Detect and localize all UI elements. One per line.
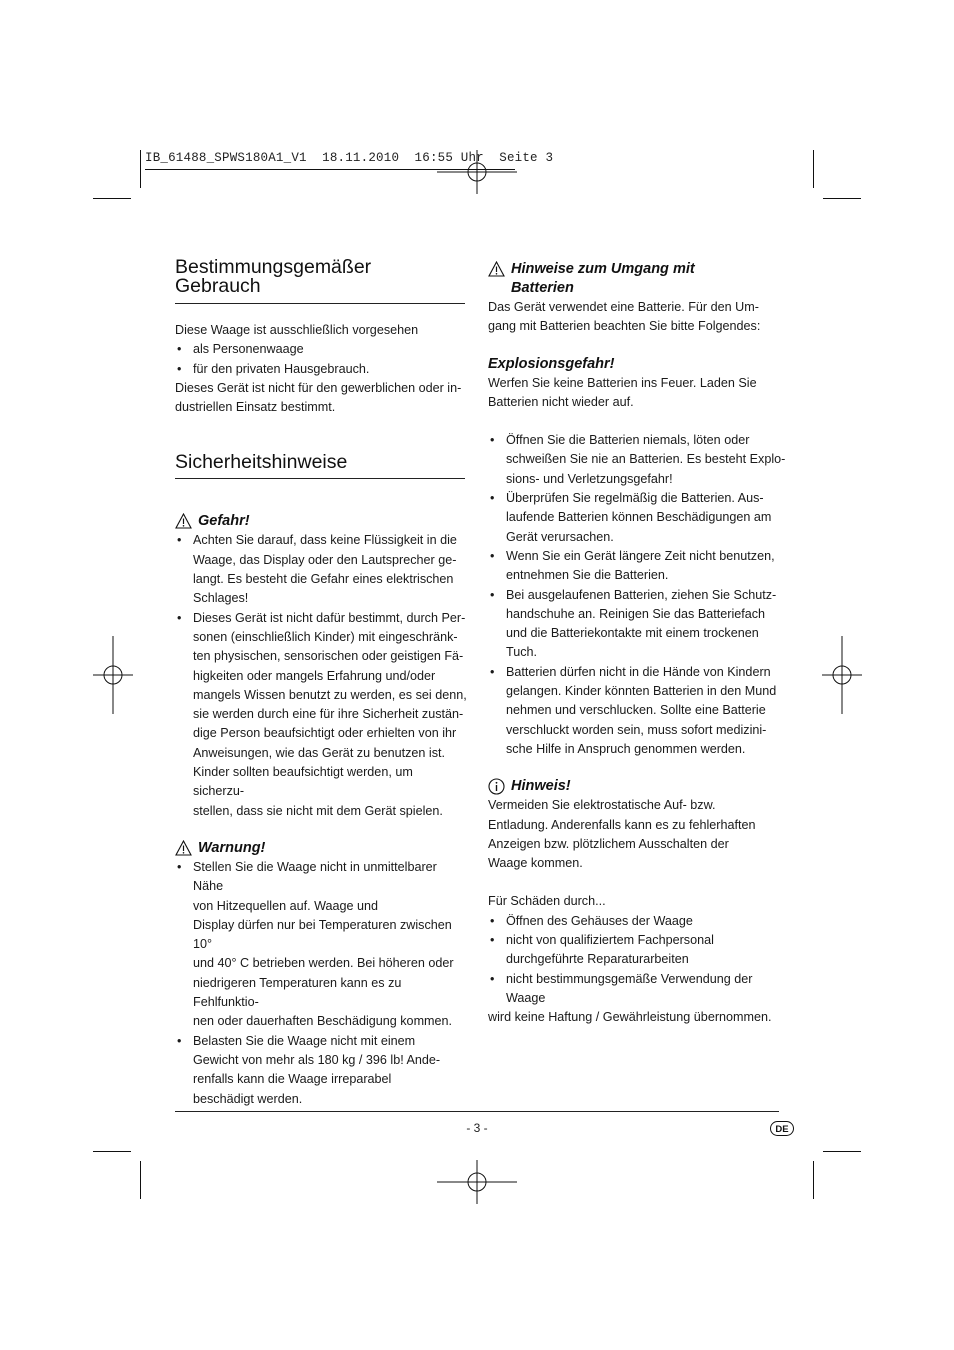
bestimmung-list — [175, 340, 467, 379]
battery-safety-list — [488, 431, 788, 759]
list-item — [488, 663, 788, 759]
text-line: Bei ausgelaufenen Batterien, ziehen Sie Schutz- — [506, 587, 777, 602]
text-line: ten physischen, sensorischen oder geistigen Fä- — [193, 649, 464, 664]
text-line: sche Hilfe in Anspruch genommen werden. — [506, 741, 746, 756]
text-line: sonen (einschließlich Kinder) mit eingeschränk- — [193, 629, 458, 644]
text-line: langt. Es besteht die Gefahr eines elektrischen — [193, 572, 454, 587]
list-item — [488, 431, 788, 489]
list-item — [175, 531, 467, 608]
text-line: Dieses Gerät ist nicht für den gewerblichen oder in- — [175, 380, 462, 395]
paragraph: wird keine Haftung / Gewährleistung übernommen. — [488, 1010, 772, 1025]
crop-mark — [823, 198, 861, 199]
text-line: laufende Batterien können Beschädigungen am — [506, 510, 772, 525]
warning-triangle-icon — [488, 261, 505, 277]
text-line: renfalls kann die Waage irreparabel — [193, 1072, 392, 1087]
list-item — [175, 1032, 467, 1109]
crop-mark — [93, 198, 131, 199]
text-line: nen oder dauerhaften Beschädigung kommen. — [193, 1014, 453, 1029]
heading-text: Hinweis! — [511, 778, 571, 795]
paragraph: Diese Waage ist ausschließlich vorgesehen — [175, 323, 419, 337]
text-line: durchgeführte Reparaturarbeiten — [506, 952, 689, 967]
heading-text: Explosionsgefahr! — [488, 355, 615, 372]
heading-line: Hinweise zum Umgang mit — [511, 261, 695, 277]
text-line: und 40° C betrieben werden. Bei höheren oder — [193, 956, 454, 971]
heading-line: Batterien — [511, 280, 574, 296]
text-line: Batterien dürfen nicht in die Hände von Kindern — [506, 664, 771, 679]
text-line: gang mit Batterien beachten Sie bitte Folgendes: — [488, 319, 761, 334]
text-line: Belasten Sie die Waage nicht mit einem — [193, 1033, 416, 1048]
paragraph — [175, 379, 467, 418]
text-line: dustriellen Einsatz bestimmt. — [175, 400, 336, 415]
heading-text: Gefahr! — [198, 513, 250, 530]
text-line: Anweisungen, wie das Gerät zu benutzen ist. — [193, 745, 446, 760]
page-number: - 3 - — [466, 1121, 488, 1135]
registration-mark-left — [93, 636, 133, 714]
list-item — [488, 547, 788, 586]
list-item — [488, 970, 788, 1009]
damage-list — [488, 912, 788, 1008]
section-rule — [175, 303, 465, 304]
section-rule — [175, 478, 465, 479]
text-line: Öffnen des Gehäuses der Waage — [506, 913, 693, 928]
text-line: nicht von qualifiziertem Fachpersonal — [506, 933, 714, 948]
gefahr-list — [175, 531, 467, 820]
heading-hinweis — [488, 777, 788, 796]
list-item — [488, 912, 788, 931]
right-column — [488, 260, 788, 1028]
crop-mark — [140, 1161, 141, 1199]
heading-warnung — [175, 839, 467, 858]
crop-mark — [823, 1151, 861, 1152]
text-line: sions- und Verletzungsgefahr! — [506, 471, 673, 486]
text-line: Waage, das Display oder den Lautsprecher ge- — [193, 552, 457, 567]
list-item — [488, 489, 788, 547]
text-line: Batterien nicht wieder auf. — [488, 394, 634, 409]
text-line: entnehmen Sie die Batterien. — [506, 568, 669, 583]
text-line: Anzeigen bzw. plötzlichem Ausschalten der — [488, 836, 729, 851]
paragraph — [488, 374, 788, 413]
text-line: sie werden durch eine für ihre Sicherheit zustän- — [193, 707, 464, 722]
text-line: beschädigt werden. — [193, 1091, 303, 1106]
text-line: nehmen und verschlucken. Sollte eine Batterie — [506, 703, 766, 718]
heading-batterien — [488, 260, 788, 298]
text-line: Achten Sie darauf, dass keine Flüssigkeit in die — [193, 533, 457, 548]
text-line: Waage kommen. — [488, 856, 583, 871]
list-item — [175, 858, 467, 1032]
title-line: Gebrauch — [175, 275, 261, 297]
text-line: Waage — [506, 990, 546, 1005]
text-line: higkeiten oder mangels Erfahrung und/oder — [193, 668, 436, 683]
list-item — [488, 586, 788, 663]
text-line: Gewicht von mehr als 180 kg / 396 lb! Ande- — [193, 1052, 441, 1067]
text-line: Dieses Gerät ist nicht dafür bestimmt, durch Per- — [193, 610, 466, 625]
heading-explosionsgefahr — [488, 355, 788, 374]
list-item: • als Personenwaage — [175, 340, 467, 359]
crop-mark — [140, 150, 141, 188]
title-line: Bestimmungsgemäßer — [175, 256, 372, 278]
text-line: Werfen Sie keine Batterien ins Feuer. Laden Sie — [488, 375, 757, 390]
text-line: Schlages! — [193, 591, 249, 606]
heading-gefahr — [175, 512, 467, 531]
text-line: mangels Wissen benutzt zu werden, es sei denn, — [193, 687, 467, 702]
text-line: nicht bestimmungsgemäße Verwendung der — [506, 971, 753, 986]
crop-mark — [93, 1151, 131, 1152]
text-line: Wenn Sie ein Gerät längere Zeit nicht benutzen, — [506, 548, 775, 563]
section-title-sicherheit: Sicherheitshinweise — [175, 451, 348, 474]
text-line: dige Person beaufsichtigt oder erhielten von ihr — [193, 726, 457, 741]
warning-triangle-icon — [175, 840, 192, 856]
registration-mark-bottom — [437, 1160, 517, 1204]
text-line: Überprüfen Sie regelmäßig die Batterien. Aus- — [506, 491, 764, 506]
warnung-list — [175, 858, 467, 1109]
text-line: gelangen. Kinder könnten Batterien in den Mund — [506, 684, 777, 699]
text-line: Gerät verursachen. — [506, 529, 614, 544]
bestimmung-body — [175, 321, 467, 417]
crop-mark — [813, 1161, 814, 1199]
list-item — [175, 609, 467, 821]
text-line: Öffnen Sie die Batterien niemals, löten oder — [506, 433, 750, 448]
list-item: • für den privaten Hausgebrauch. — [175, 360, 467, 379]
text-line: Entladung. Anderenfalls kann es zu fehlerhaften — [488, 817, 756, 832]
info-circle-icon — [488, 778, 505, 795]
text-line: niedrigeren Temperaturen kann es zu Fehlfunktio- — [193, 975, 402, 1010]
text-line: schweißen Sie nie an Batterien. Es besteht Explo- — [506, 452, 786, 467]
paragraph — [488, 796, 788, 873]
warning-triangle-icon — [175, 513, 192, 529]
text-line: Das Gerät verwendet eine Batterie. Für den Um- — [488, 300, 759, 314]
text-line: Stellen Sie die Waage nicht in unmittelbarer Nähe — [193, 859, 437, 894]
heading-text — [511, 260, 695, 298]
language-badge: DE — [770, 1121, 794, 1136]
paragraph — [488, 298, 788, 337]
section-title-bestimmung — [175, 258, 467, 296]
text-line: Kinder sollten beaufsichtigt werden, um sicherzu- — [193, 765, 413, 799]
text-line: stellen, dass sie nicht mit dem Gerät spielen. — [193, 803, 443, 818]
text-line: Vermeiden Sie elektrostatische Auf- bzw. — [488, 798, 716, 813]
print-header: IB_61488_SPWS180A1_V1 18.11.2010 16:55 Uhr Seite 3 — [145, 151, 554, 165]
text-line: und die Batteriekontakte mit einem trockenen — [506, 626, 759, 641]
footer-rule — [175, 1111, 779, 1112]
list-item — [488, 931, 788, 970]
text-line: handschuhe an. Reinigen Sie das Batteriefach — [506, 606, 766, 621]
text-line: Tuch. — [506, 645, 538, 660]
crop-mark — [813, 150, 814, 188]
left-column — [175, 258, 467, 1109]
registration-mark-right — [822, 636, 862, 714]
text-line: Display dürfen nur bei Temperaturen zwischen 10° — [193, 917, 452, 952]
text-line: von Hitzequellen auf. Waage und — [193, 898, 379, 913]
heading-text: Warnung! — [198, 839, 266, 856]
text-line: verschluckt worden sein, muss sofort medizini- — [506, 722, 767, 737]
registration-mark-top — [437, 150, 517, 194]
paragraph: Für Schäden durch... — [488, 894, 606, 909]
